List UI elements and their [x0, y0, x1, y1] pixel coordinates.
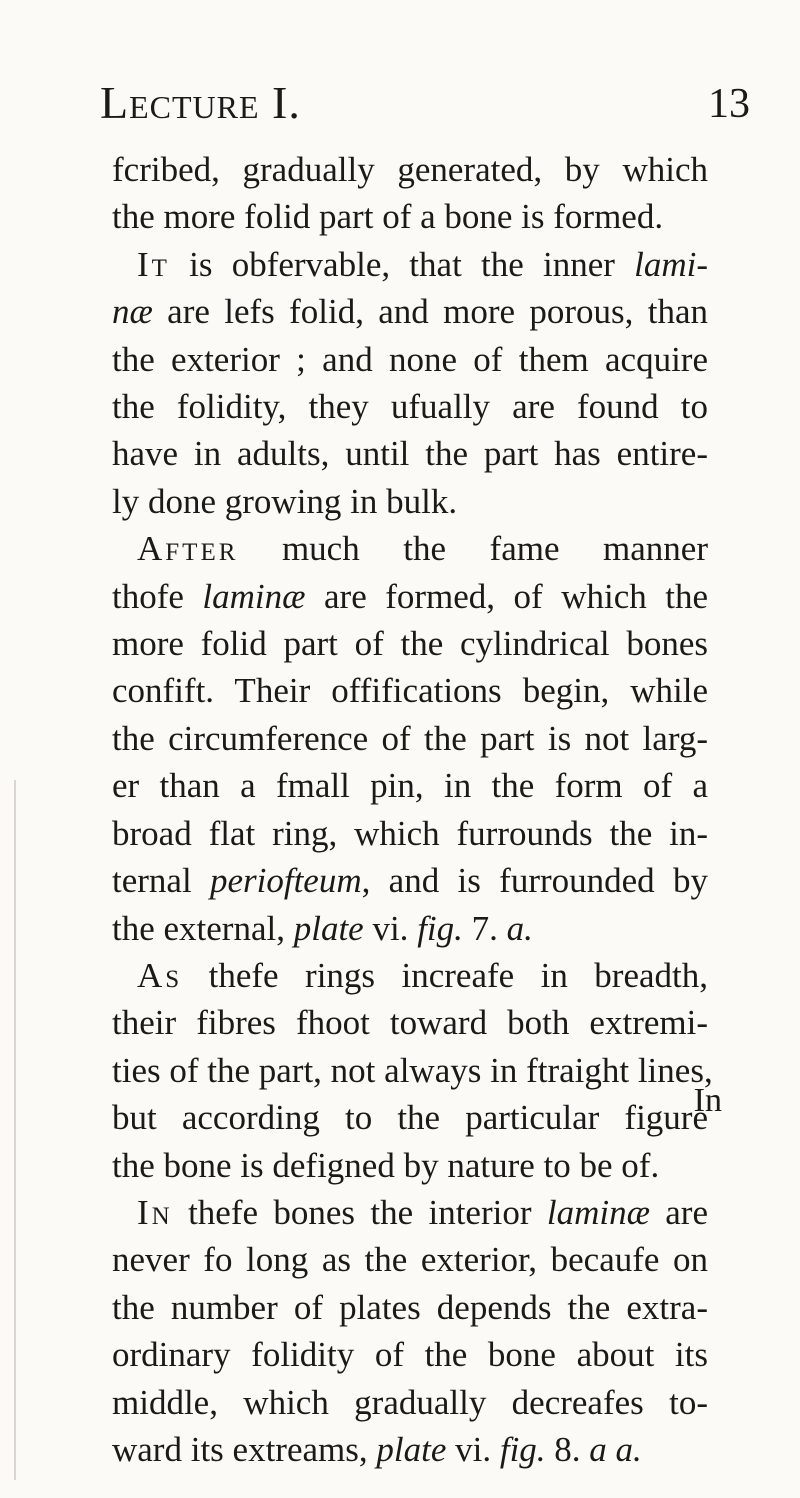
text-run: fcribed, gradually generated, by which: [112, 150, 708, 189]
italic-term: laminæ: [546, 1192, 650, 1232]
margin-shadow: [14, 780, 16, 1480]
text-run: the folidity, they ufually are found to: [112, 387, 708, 427]
text-line: [112, 715, 708, 762]
text-line: [112, 857, 708, 904]
text-run: ly done growing in bulk.: [112, 481, 458, 521]
italic-term: a.: [506, 908, 533, 948]
italic-term: a a.: [589, 1429, 642, 1469]
text-run: have in adults, until the part has entire-: [112, 434, 708, 474]
text-run: is obfervable, that the inner: [169, 244, 635, 284]
italic-term: fig.: [499, 1429, 546, 1469]
text-line: [112, 905, 708, 952]
text-run: middle, which gradually decreafes to-: [112, 1382, 708, 1422]
text-run: are lefs folid, and more porous, than: [152, 292, 708, 332]
text-line: [112, 762, 708, 809]
text-run: confift. Their offifications begin, while: [112, 671, 708, 711]
text-run: are formed, of which the: [305, 576, 708, 616]
text-run: ternal: [112, 861, 210, 901]
text-line: [112, 525, 708, 572]
text-run: the external,: [112, 908, 294, 948]
text-run: more folid part of the cylindrical bones: [112, 624, 708, 664]
body-text: [112, 146, 713, 1473]
paragraph-lead-word: As: [137, 955, 183, 995]
italic-term: periofteum: [209, 861, 362, 901]
italic-term: fig.: [417, 908, 463, 948]
text-run: ordinary folidity of the bone about its: [112, 1335, 708, 1375]
text-run: broad flat ring, which furrounds the in-: [112, 813, 708, 853]
paragraph-lead-word: It: [137, 244, 170, 284]
text-line: [112, 241, 708, 288]
text-line: [112, 336, 708, 383]
text-line: [112, 1379, 708, 1426]
text-run: much the fame manner: [238, 529, 708, 569]
text-line: [112, 1236, 708, 1283]
text-run: vi.: [363, 908, 418, 948]
text-run: never fo long as the exterior, becaufe on: [112, 1240, 708, 1280]
text-run: the number of plates depends the extra-: [112, 1287, 708, 1327]
text-line: [112, 1426, 708, 1473]
text-run: er than a fmall pin, in the form of a: [112, 766, 708, 806]
text-line: [112, 478, 708, 525]
text-line: [112, 1142, 708, 1189]
running-head-title: Lecture I.: [100, 77, 301, 128]
catchword: In: [693, 1082, 722, 1119]
text-line: [112, 667, 708, 714]
text-run: thefe bones the interior: [172, 1192, 547, 1232]
text-run: the exterior ; and none of them acquire: [112, 339, 708, 379]
text-run: 8.: [545, 1429, 590, 1469]
text-line: [112, 1047, 713, 1094]
italic-term: laminæ: [202, 576, 306, 616]
text-run: but according to the particular figure: [112, 1098, 708, 1138]
running-head: [88, 76, 748, 136]
text-line: [112, 952, 708, 999]
text-run: 7.: [462, 908, 507, 948]
italic-term: plate: [293, 908, 364, 948]
text-run: the circumference of the part is not larg-: [112, 718, 708, 758]
italic-term: plate: [376, 1429, 447, 1469]
text-run: vi.: [446, 1429, 500, 1469]
text-run: their fibres fhoot toward both extremi-: [112, 1003, 708, 1043]
text-line: [112, 383, 708, 430]
text-line: [112, 1094, 708, 1141]
text-line: [112, 620, 708, 667]
paragraph-lead-word: In: [137, 1192, 173, 1232]
text-run: ward its extreams,: [112, 1429, 377, 1469]
text-run: ties of the part, not always in ftraight lines,: [112, 1050, 713, 1090]
text-line: [112, 999, 708, 1046]
text-run: the bone is defigned by nature to be of.: [112, 1145, 660, 1185]
text-run: thefe rings increafe in breadth,: [182, 955, 708, 995]
text-run: are: [649, 1192, 708, 1232]
text-line: [112, 288, 708, 335]
paragraph-lead-word: After: [137, 529, 239, 569]
text-line: [112, 193, 708, 240]
text-run: thofe: [112, 576, 203, 616]
text-line: [112, 1284, 708, 1331]
text-line: [112, 1331, 708, 1378]
text-line: [112, 1189, 708, 1236]
page-number: 13: [708, 81, 750, 127]
text-run: the more folid part of a bone is formed.: [112, 197, 664, 237]
text-line: [112, 146, 708, 193]
text-run: , and is furrounded by: [361, 861, 708, 901]
italic-term: lami-: [634, 244, 708, 284]
text-line: [112, 810, 708, 857]
italic-term: næ: [112, 292, 153, 332]
text-line: [112, 573, 708, 620]
text-line: [112, 430, 708, 477]
